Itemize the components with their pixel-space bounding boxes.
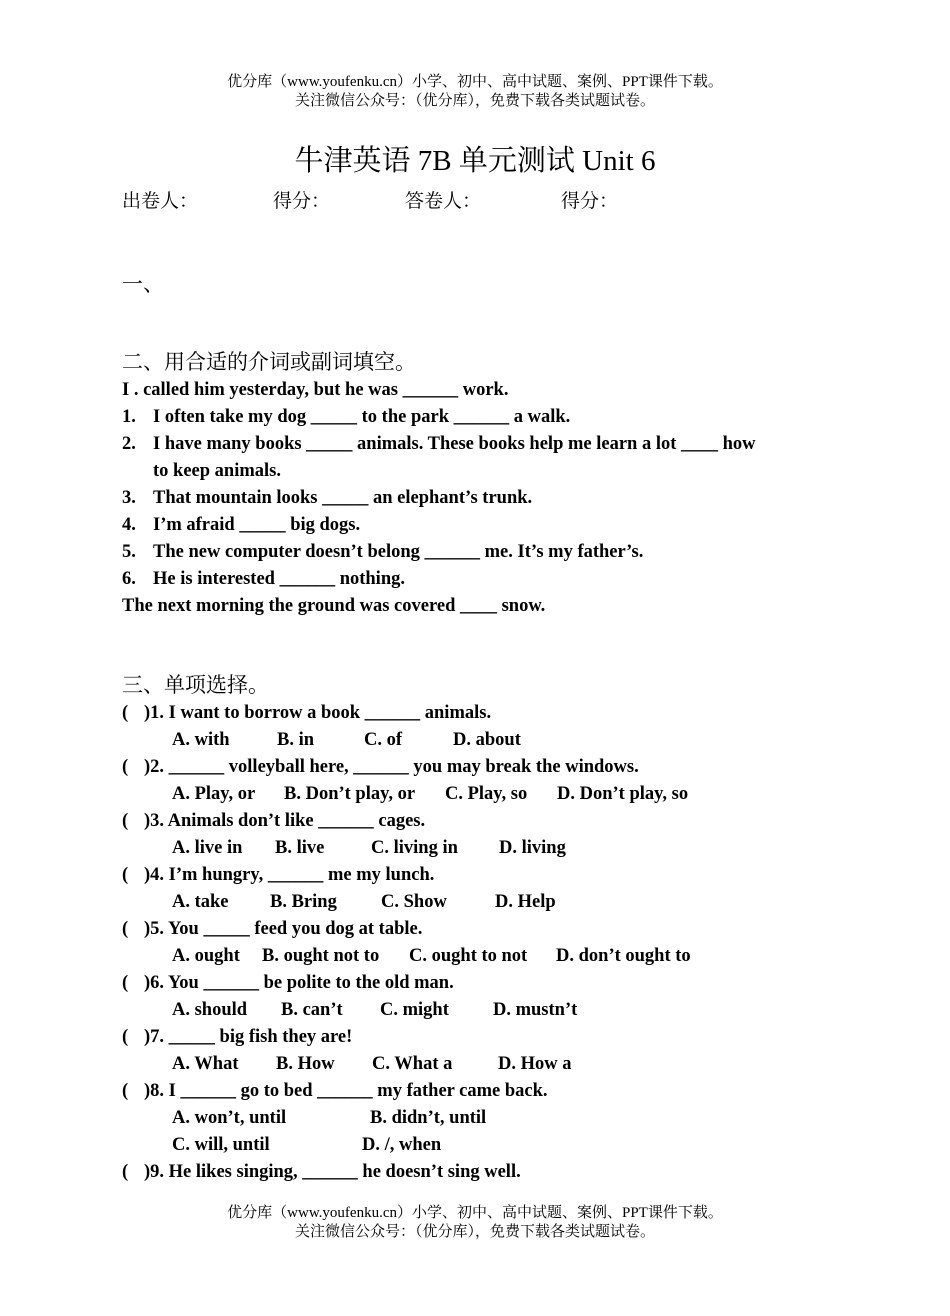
option-a: A. Play, or bbox=[172, 784, 256, 804]
section-2-outro: The next morning the ground was covered ____ snow. bbox=[122, 596, 546, 616]
answerer-label: 答卷人： bbox=[405, 191, 482, 212]
option-c: C. Play, so bbox=[445, 784, 528, 804]
option-b: B. ought not to bbox=[262, 946, 380, 966]
mc-question-7 bbox=[122, 1024, 352, 1051]
item-number: 4. bbox=[122, 515, 136, 535]
answer-paren: ( bbox=[122, 919, 129, 939]
mc-question-6 bbox=[122, 970, 454, 997]
option-a: A. What bbox=[172, 1054, 239, 1074]
item-text: I often take my dog _____ to the park ______ a walk. bbox=[153, 407, 571, 427]
answer-paren: ( bbox=[122, 757, 129, 777]
option-d: D. How a bbox=[498, 1054, 572, 1074]
fill-item-3 bbox=[122, 485, 832, 512]
question-text: )1. I want to borrow a book ______ animals. bbox=[144, 703, 492, 723]
item-text: He is interested ______ nothing. bbox=[153, 569, 405, 589]
question-text: )5. You _____ feed you dog at table. bbox=[144, 919, 423, 939]
option-d: D. don’t ought to bbox=[556, 946, 691, 966]
footer-line-2: 关注微信公众号：（优分库），免费下载各类试题试卷。 bbox=[294, 1224, 655, 1240]
option-c: C. What a bbox=[372, 1054, 453, 1074]
option-a: A. take bbox=[172, 892, 229, 912]
item-text: I’m afraid _____ big dogs. bbox=[153, 515, 361, 535]
option-d: D. living bbox=[499, 838, 566, 858]
option-b: B. Bring bbox=[270, 892, 337, 912]
option-c: C. living in bbox=[371, 838, 458, 858]
score-label-2: 得分： bbox=[561, 191, 619, 212]
question-text: )7. _____ big fish they are! bbox=[144, 1027, 353, 1047]
option-c: C. ought to not bbox=[409, 946, 528, 966]
option-c: C. might bbox=[380, 1000, 449, 1020]
item-number: 6. bbox=[122, 569, 136, 589]
answer-paren: ( bbox=[122, 865, 129, 885]
item-text: The new computer doesn’t belong ______ me. It’s my father’s. bbox=[153, 542, 644, 562]
option-b: B. Don’t play, or bbox=[284, 784, 416, 804]
fill-item-1 bbox=[122, 404, 832, 431]
option-a: A. ought bbox=[172, 946, 240, 966]
mc-question-2 bbox=[122, 754, 639, 781]
section-3-heading: 三、单项选择。 bbox=[122, 673, 269, 697]
fill-item-2 bbox=[122, 431, 832, 458]
question-text: )8. I ______ go to bed ______ my father came back. bbox=[144, 1081, 548, 1101]
question-text: )3. Animals don’t like ______ cages. bbox=[144, 811, 426, 831]
mc-question-5 bbox=[122, 916, 422, 943]
answer-paren: ( bbox=[122, 1162, 129, 1182]
item-number: 3. bbox=[122, 488, 136, 508]
option-c: C. will, until bbox=[172, 1135, 270, 1155]
option-a: A. live in bbox=[172, 838, 243, 858]
option-b: B. live bbox=[275, 838, 325, 858]
mc-question-8 bbox=[122, 1078, 548, 1105]
mc-question-9 bbox=[122, 1159, 521, 1186]
option-d: D. /, when bbox=[362, 1135, 442, 1155]
page-footer bbox=[0, 1204, 950, 1242]
option-b: B. How bbox=[276, 1054, 335, 1074]
section-1-heading: 一、 bbox=[122, 272, 164, 296]
question-text: )2. ______ volleyball here, ______ you may break the windows. bbox=[144, 757, 639, 777]
fill-item-6 bbox=[122, 566, 832, 593]
option-b: B. in bbox=[277, 730, 315, 750]
mc-question-3 bbox=[122, 808, 425, 835]
page-header bbox=[0, 73, 950, 111]
section-2-intro: I . called him yesterday, but he was ______ work. bbox=[122, 380, 509, 400]
option-a: A. won’t, until bbox=[172, 1108, 287, 1128]
option-c: C. of bbox=[364, 730, 403, 750]
item-number: 2. bbox=[122, 434, 136, 454]
item-number: 1. bbox=[122, 407, 136, 427]
answer-paren: ( bbox=[122, 973, 129, 993]
footer-line-1: 优分库（www.youfenku.cn）小学、初中、高中试题、案例、PPT课件下载。 bbox=[227, 1205, 723, 1221]
option-d: D. Don’t play, so bbox=[557, 784, 689, 804]
option-c: C. Show bbox=[381, 892, 447, 912]
question-text: )6. You ______ be polite to the old man. bbox=[144, 973, 454, 993]
setter-label: 出卷人： bbox=[122, 191, 199, 212]
score-label-1: 得分： bbox=[273, 191, 331, 212]
option-d: D. Help bbox=[495, 892, 556, 912]
fill-item-2-continued: to keep animals. bbox=[153, 461, 281, 481]
question-text: )9. He likes singing, ______ he doesn’t sing well. bbox=[144, 1162, 521, 1182]
header-line-2: 关注微信公众号：（优分库），免费下载各类试题试卷。 bbox=[294, 93, 655, 109]
option-b: B. didn’t, until bbox=[370, 1108, 487, 1128]
answer-paren: ( bbox=[122, 1081, 129, 1101]
answer-paren: ( bbox=[122, 1027, 129, 1047]
answer-paren: ( bbox=[122, 703, 129, 723]
item-number: 5. bbox=[122, 542, 136, 562]
mc-question-1 bbox=[122, 700, 491, 727]
page-title: 牛津英语 7B 单元测试 Unit 6 bbox=[294, 145, 656, 177]
mc-question-4 bbox=[122, 862, 434, 889]
item-text: I have many books _____ animals. These books help me learn a lot ____ how bbox=[153, 434, 756, 454]
option-a: A. should bbox=[172, 1000, 248, 1020]
option-a: A. with bbox=[172, 730, 230, 750]
fill-item-5 bbox=[122, 539, 832, 566]
section-2-heading: 二、用合适的介词或副词填空。 bbox=[122, 350, 416, 374]
option-d: D. mustn’t bbox=[493, 1000, 578, 1020]
header-line-1: 优分库（www.youfenku.cn）小学、初中、高中试题、案例、PPT课件下载。 bbox=[227, 74, 723, 90]
question-text: )4. I’m hungry, ______ me my lunch. bbox=[144, 865, 435, 885]
option-d: D. about bbox=[453, 730, 521, 750]
answer-paren: ( bbox=[122, 811, 129, 831]
item-text: That mountain looks _____ an elephant’s trunk. bbox=[153, 488, 533, 508]
option-b: B. can’t bbox=[281, 1000, 343, 1020]
fill-item-4 bbox=[122, 512, 832, 539]
